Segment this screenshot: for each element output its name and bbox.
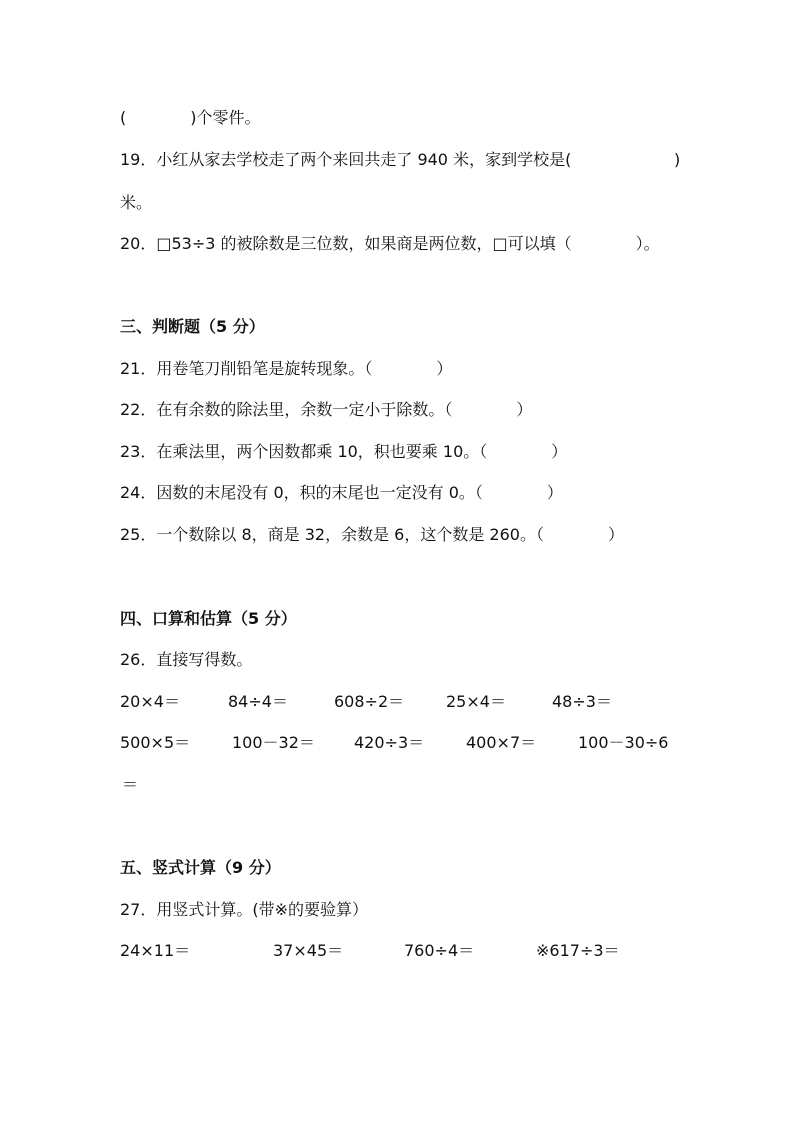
question-27: 27．用竖式计算。(带※的要验算） <box>120 900 369 919</box>
question-18-continuation: ( )个零件。 <box>120 108 261 127</box>
question-22: 22．在有余数的除法里，余数一定小于除数。（ ） <box>120 400 533 419</box>
calc-item-wrap: ＝ <box>122 775 139 794</box>
question-24: 24．因数的末尾没有 0，积的末尾也一定没有 0。（ ） <box>120 483 563 502</box>
vertical-calc-item: 37×45＝ <box>273 941 344 960</box>
vertical-calc-item: 24×11＝ <box>120 941 191 960</box>
vertical-calc-item: ※617÷3＝ <box>536 941 620 960</box>
vertical-calc-item: 760÷4＝ <box>404 941 475 960</box>
question-23: 23．在乘法里，两个因数都乘 10，积也要乘 10。（ ） <box>120 442 568 461</box>
calc-item: 25×4＝ <box>446 692 506 711</box>
section-5-title: 五、竖式计算（9 分） <box>120 858 281 877</box>
question-25: 25．一个数除以 8，商是 32，余数是 6，这个数是 260。（ ） <box>120 525 624 544</box>
calc-item: 84÷4＝ <box>228 692 288 711</box>
calc-item: 100－30÷6 <box>578 733 669 752</box>
calc-item: 420÷3＝ <box>354 733 425 752</box>
question-26: 26．直接写得数。 <box>120 650 253 669</box>
calc-item: 20×4＝ <box>120 692 180 711</box>
question-19-paren: ) <box>674 150 681 169</box>
calc-item: 48÷3＝ <box>552 692 612 711</box>
section-4-title: 四、口算和估算（5 分） <box>120 609 297 628</box>
calc-item: 100－32＝ <box>232 733 315 752</box>
question-19-unit: 米。 <box>120 193 153 212</box>
calc-item: 608÷2＝ <box>334 692 405 711</box>
calc-item: 500×5＝ <box>120 733 191 752</box>
calc-item: 400×7＝ <box>466 733 537 752</box>
question-20: 20．□53÷3 的被除数是三位数，如果商是两位数，□可以填（ ）。 <box>120 234 660 253</box>
question-19: 19．小红从家去学校走了两个来回共走了 940 米，家到学校是( <box>120 150 572 169</box>
section-3-title: 三、判断题（5 分） <box>120 317 265 336</box>
question-21: 21．用卷笔刀削铅笔是旋转现象。（ ） <box>120 359 453 378</box>
